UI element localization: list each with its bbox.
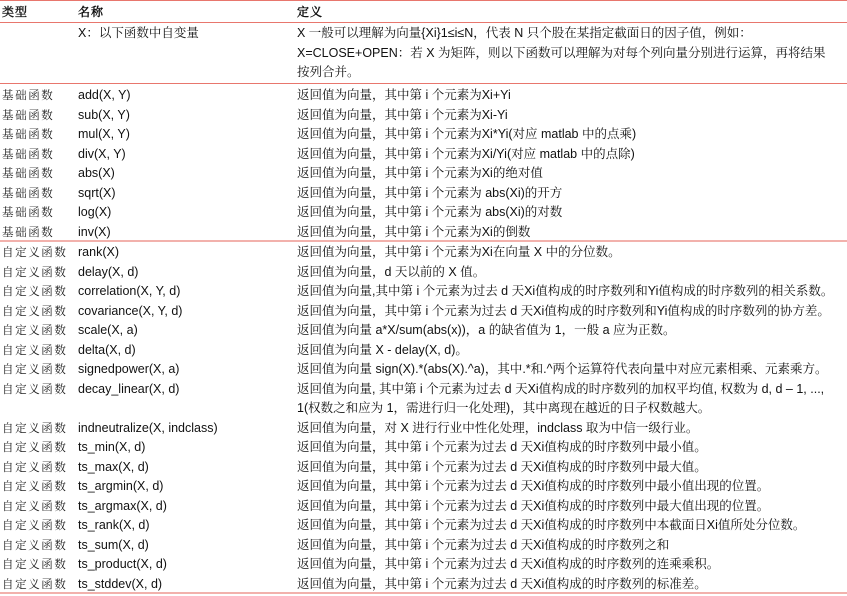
row-definition (297, 24, 845, 83)
row-name: indneutralize(X, indclass) (78, 420, 218, 435)
row-name: scale(X, a) (78, 323, 138, 337)
row-definition: 返回值为向量，其中第 i 个元素为过去 d 天Xi值构成的时序数列中最小值。 (297, 440, 707, 454)
row-type: 自定义函数 (2, 284, 68, 298)
row-definition: 返回值为向量 a*X/sum(abs(x))，a 的缺省值为 1，一般 a 应为正数。 (297, 323, 676, 337)
row-type: 自定义函数 (2, 537, 68, 552)
row-type: 自定义函数 (2, 264, 68, 279)
definition-line: X 一般可以理解为向量{Xi}1≤i≤N，代表 N 只个股在某指定截面日的因子值，例如： (297, 26, 752, 40)
row-name: ts_rank(X, d) (78, 518, 150, 532)
header-type: 类型 (2, 5, 29, 19)
row-type: 自定义函数 (2, 459, 68, 474)
row-definition: 返回值为向量，其中第 i 个元素为Xi-Yi (297, 107, 508, 122)
row-type: 自定义函数 (2, 479, 68, 493)
definition-line: X=CLOSE+OPEN：若 X 为矩阵，则以下函数可以理解为对每个列向量分别进行运算，再将结果 (297, 45, 826, 60)
row-definition: 返回值为向量，其中第 i 个元素为过去 d 天Xi值构成的时序数列中本截面日Xi值所处分位数。 (297, 518, 806, 532)
row-definition: 返回值为向量，其中第 i 个元素为Xi的倒数 (297, 224, 531, 239)
row-type: 自定义函数 (2, 440, 68, 454)
row-type: 基础函数 (2, 107, 55, 122)
row-name: delay(X, d) (78, 264, 139, 279)
row-name: add(X, Y) (78, 88, 131, 102)
row-definition: 返回值为向量，其中第 i 个元素为过去 d 天Xi值构成的时序数列的标准差。 (297, 576, 707, 591)
row-name: delta(X, d) (78, 342, 136, 357)
row-type: 基础函数 (2, 166, 55, 180)
row-name: inv(X) (78, 224, 111, 239)
row-name: mul(X, Y) (78, 127, 130, 141)
row-name: decay_linear(X, d) (78, 381, 180, 396)
row-type: 自定义函数 (2, 557, 68, 571)
row-definition: 返回值为向量 sign(X).*(abs(X).^a)，其中.*和.^两个运算符代表向量中对应元素相乘、元素乘方。 (297, 362, 828, 376)
row-type: 自定义函数 (2, 303, 68, 318)
row-name: signedpower(X, a) (78, 362, 180, 376)
definition-line: 按列合并。 (297, 65, 360, 79)
row-name: ts_argmin(X, d) (78, 479, 164, 493)
row-type: 自定义函数 (2, 245, 68, 259)
row-definition: 返回值为向量，其中第 i 个元素为过去 d 天Xi值构成的时序数列和Yi值构成的时序数列的协方差。 (297, 303, 830, 318)
row-type: 基础函数 (2, 205, 55, 219)
row-definition (297, 380, 845, 419)
row-type: 自定义函数 (2, 323, 68, 337)
row-type: 自定义函数 (2, 518, 68, 532)
row-name: ts_max(X, d) (78, 459, 149, 474)
row-name: ts_product(X, d) (78, 557, 167, 571)
row-definition: 返回值为向量，其中第 i 个元素为过去 d 天Xi值构成的时序数列的连乘乘积。 (297, 557, 720, 571)
row-type: 基础函数 (2, 88, 55, 102)
row-definition: 返回值为向量，其中第 i 个元素为Xi的绝对值 (297, 166, 543, 180)
row-definition: 返回值为向量，其中第 i 个元素为过去 d 天Xi值构成的时序数列之和 (297, 537, 670, 552)
row-definition: 返回值为向量，其中第 i 个元素为过去 d 天Xi值构成的时序数列中最小值出现的位置。 (297, 479, 770, 493)
row-type: 基础函数 (2, 185, 55, 200)
row-name: log(X) (78, 205, 112, 219)
row-definition: 返回值为向量，d 天以前的 X 值。 (297, 264, 486, 279)
row-name: ts_argmax(X, d) (78, 498, 167, 513)
row-type: 自定义函数 (2, 342, 68, 357)
row-name: X：以下函数中自变量 (78, 26, 199, 40)
row-type: 基础函数 (2, 127, 55, 141)
section-rule (0, 83, 847, 84)
table-bottom-rule (0, 592, 847, 594)
section-rule (0, 240, 847, 242)
definition-line: 返回值为向量, 其中第 i 个元素为过去 d 天Xi值构成的时序数列的加权平均值, 权数为 d, d – 1, ..., (297, 381, 825, 396)
row-definition: 返回值为向量，其中第 i 个元素为Xi/Yi(对应 matlab 中的点除) (297, 146, 635, 161)
row-type: 基础函数 (2, 224, 55, 239)
header-rule (0, 22, 847, 23)
row-name: rank(X) (78, 245, 119, 259)
row-name: ts_sum(X, d) (78, 537, 149, 552)
row-definition: 返回值为向量，其中第 i 个元素为Xi在向量 X 中的分位数。 (297, 245, 621, 259)
header-definition: 定义 (297, 5, 324, 19)
row-name: ts_stddev(X, d) (78, 576, 163, 591)
definition-line: 1(权数之和应为 1，需进行归一化处理)，其中离现在越近的日子权数越大。 (297, 401, 711, 415)
row-definition: 返回值为向量,其中第 i 个元素为过去 d 天Xi值构成的时序数列和Yi值构成的时序数列的相关系数。 (297, 284, 834, 298)
row-name: sqrt(X) (78, 185, 116, 200)
row-name: abs(X) (78, 166, 115, 180)
row-name: covariance(X, Y, d) (78, 303, 183, 318)
table-top-rule (0, 0, 847, 1)
row-definition: 返回值为向量，对 X 进行行业中性化处理，indclass 取为中信一级行业。 (297, 420, 699, 435)
row-name: correlation(X, Y, d) (78, 284, 181, 298)
row-name: ts_min(X, d) (78, 440, 146, 454)
row-definition: 返回值为向量，其中第 i 个元素为Xi+Yi (297, 88, 511, 102)
row-type: 自定义函数 (2, 362, 68, 376)
row-definition: 返回值为向量，其中第 i 个元素为 abs(Xi)的对数 (297, 205, 563, 219)
row-type: 自定义函数 (2, 381, 68, 396)
row-name: sub(X, Y) (78, 107, 130, 122)
row-type: 自定义函数 (2, 498, 68, 513)
row-type: 自定义函数 (2, 420, 68, 435)
header-name: 名称 (78, 5, 105, 19)
row-definition: 返回值为向量，其中第 i 个元素为过去 d 天Xi值构成的时序数列中最大值。 (297, 459, 707, 474)
row-definition: 返回值为向量 X - delay(X, d)。 (297, 342, 468, 357)
row-definition: 返回值为向量，其中第 i 个元素为Xi*Yi(对应 matlab 中的点乘) (297, 127, 637, 141)
row-definition: 返回值为向量，其中第 i 个元素为过去 d 天Xi值构成的时序数列中最大值出现的位置。 (297, 498, 770, 513)
row-type: 基础函数 (2, 146, 55, 161)
row-definition: 返回值为向量，其中第 i 个元素为 abs(Xi)的开方 (297, 185, 563, 200)
row-type: 自定义函数 (2, 576, 68, 591)
row-name: div(X, Y) (78, 146, 126, 161)
